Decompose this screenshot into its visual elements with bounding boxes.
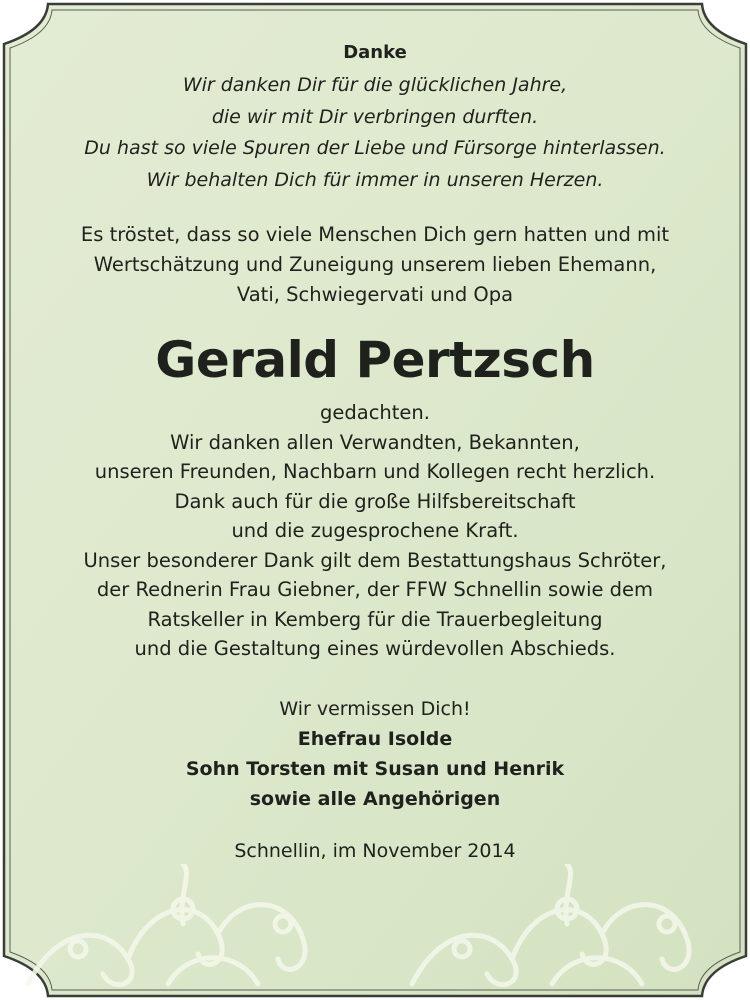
notice-content	[20, 40, 730, 866]
poem-line: die wir mit Dir verbringen durften.	[211, 105, 539, 128]
deceased-name: Gerald Pertzsch	[155, 331, 595, 389]
thanks-line: Dank auch für die große Hilfsbereitschaft	[174, 489, 576, 513]
thanks-paragraph	[20, 398, 730, 664]
place-date: Schnellin, im November 2014	[234, 839, 516, 862]
thanks-line: Unser besonderer Dank gilt dem Bestattungshaus Schröter,	[83, 548, 667, 572]
intro-line: Vati, Schwiegervati und Opa	[236, 283, 514, 306]
intro-paragraph	[20, 220, 730, 310]
intro-line: Es tröstet, dass so viele Menschen Dich gern hatten und mit	[80, 223, 670, 246]
notice-heading: Danke	[343, 42, 407, 63]
intro-line: Wertschätzung und Zuneigung unserem lieben Ehemann,	[93, 253, 657, 276]
thanks-line: Wir danken allen Verwandten, Bekannten,	[170, 430, 580, 454]
poem	[20, 70, 730, 196]
thanks-line: unseren Freunden, Nachbarn und Kollegen recht herzlich.	[94, 460, 656, 483]
poem-line: Wir danken Dir für die glücklichen Jahre,	[182, 74, 568, 96]
ornament-right	[402, 864, 732, 994]
ornament-left	[18, 864, 348, 994]
signature-line: Ehefrau Isolde	[297, 727, 453, 750]
poem-line: Du hast so viele Spuren der Liebe und Fürsorge hinterlassen.	[84, 137, 666, 159]
signature-line: Sohn Torsten mit Susan und Henrik	[185, 757, 565, 780]
closing-block	[20, 694, 730, 814]
thanks-line: und die Gestaltung eines würdevollen Abschieds.	[134, 637, 616, 660]
thanks-line: und die zugesprochene Kraft.	[231, 519, 519, 542]
thanks-line: gedachten.	[320, 401, 430, 424]
closing-line: Wir vermissen Dich!	[279, 697, 471, 720]
poem-line: Wir behalten Dich für immer in unseren Herzen.	[146, 168, 604, 191]
thanks-line: Ratskeller in Kemberg für die Trauerbegleitung	[147, 607, 603, 631]
signature-line: sowie alle Angehörigen	[249, 787, 501, 810]
thanks-line: der Rednerin Frau Giebner, der FFW Schnellin sowie dem	[96, 578, 654, 601]
